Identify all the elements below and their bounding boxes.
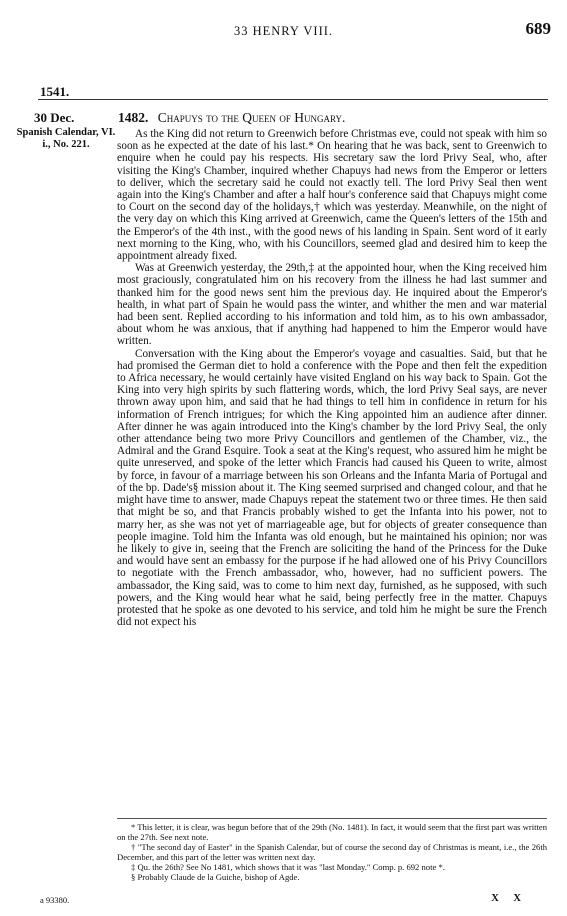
entry-year: 1541.: [40, 84, 70, 99]
sheet-mark: X X: [491, 893, 527, 904]
footnote-rule: [117, 818, 547, 819]
footnotes: [117, 822, 547, 882]
paragraph: Conversation with the King about the Emperor's voyage and casualties. Said, but that he had promised the German diet to hold a conference with the Pope and then felt the expedition to Africa necessary, he would certainly have visited England on his way back to Spain. Got the King into very high spirits by such flattering words, which, the lord Privy Seal says, are never thrown away upon him, and said that he had things to tell him in confidence in return for his information of French intrigues; for which the King appointed him an audience after dinner. After dinner he was again introduced into the King's chamber by the lord Privy Seal, the only other attendance being two more Privy Councillors and gentlemen of the Chamber, viz., the Admiral and the Grand Esquire. Took a seat at the King's request, who assured him he might be quite unreserved, and spoke of the letter which Francis had caused his Queen to write, almost by force, in favour of a marriage between his son Orleans and the Infanta Maria of Portugal and of the bp. Dade's§ mission about it. The King seemed surprised and changed colour, and that he might have time to answer, made Chapuys repeat the statement two or three times. He then said that might be so, and that Francis probably wished to get the Infanta into his power, not to marry her, as she was not yet of marriageable age, but for objects of greater consequence than people imagine. Told him the Infanta was old enough, but he maintained his opinion; nor was he likely to give in, seeing that the French are soliciting the hand of the Princess for the Duke and would have sent an embassy for the purpose if he had allowed one of his Privy Councillors to negotiate with the French ambassador, who, however, had no sufficient powers. The ambassador, the King said, was to come to him next day, furnished, as he supposed, with such powers, and the King would hear what he said, being perfectly free in the matter. Chapuys protested that he spoke as one devoted to his service, and told him he might be sure the French did not expect his: [117, 347, 547, 629]
printer-signature: a 93380.: [40, 895, 70, 905]
footnote: ‡ Qu. the 26th? See No 1481, which shows that it was "last Monday." Comp. p. 692 note *.: [131, 862, 445, 872]
letter-body: [117, 128, 547, 628]
paragraph: As the King did not return to Greenwich before Christmas eve, could not speak with him so soon as he expected at the date of his last.* On hearing that he was back, sent to Greenwich to enquire when he could pay his respects. His secretary saw the lord Privy Seal, who, after visiting the King's Chamber, inquired whether Chapuys had news from the Emperor or letters to deliver, which the secretary said he could not exactly tell. The lord Privy Seal then went again into the King's Chamber and after a half hour's conference said that Chapuys might come to Court on the second day of the holidays,† which was yesterday. Meanwhile, on the night of the very day on which this King arrived at Greenwich, came the Queen's letters of the 15th and the Emperor's of the 4th inst., with the good news of his landing in Spain. Sent word of it early next morning to the King, who, with his Councillors, seemed glad and desired him to keep the appointment already fixed.: [117, 128, 547, 263]
footnote: § Probably Claude de la Guiche, bishop of Agde.: [131, 872, 300, 882]
running-head: [0, 14, 567, 44]
entry-number: 1482.: [118, 110, 149, 125]
running-title: 33 HENRY VIII.: [233, 24, 334, 38]
footnote: † "The second day of Easter" in the Spanish Calendar, but of course the second day of Christmas is meant, i.e., the 26th December, and this part of the letter was written next day.: [117, 842, 547, 862]
header-rule: [38, 99, 548, 100]
paragraph: Was at Greenwich yesterday, the 29th,‡ at the appointed hour, when the King received him most graciously, congratulated him on his recovery from the illness he had last summer and thanked him for the good news sent him the previous day. He inquired about the Emperor's health, in what part of Spain he would pass the winter, and whither the men and war material had been sent. Replied according to his information and told him, as to his own ambassador, about whom he was anxious, that if anything had happened to him the Emperor would have written.: [117, 262, 547, 348]
entry-heading: [118, 110, 345, 126]
source-reference: Spanish Calendar, VI. i., No. 221.: [16, 127, 116, 150]
entry-date: 30 Dec.: [34, 110, 75, 125]
footnote: * This letter, it is clear, was begun before that of the 29th (No. 1481). In fact, it would seem that the first part was written on the 27th. See next note.: [117, 822, 547, 842]
entry-title: Chapuys to the Queen of Hungary.: [157, 110, 346, 125]
page-number: 689: [525, 19, 551, 38]
